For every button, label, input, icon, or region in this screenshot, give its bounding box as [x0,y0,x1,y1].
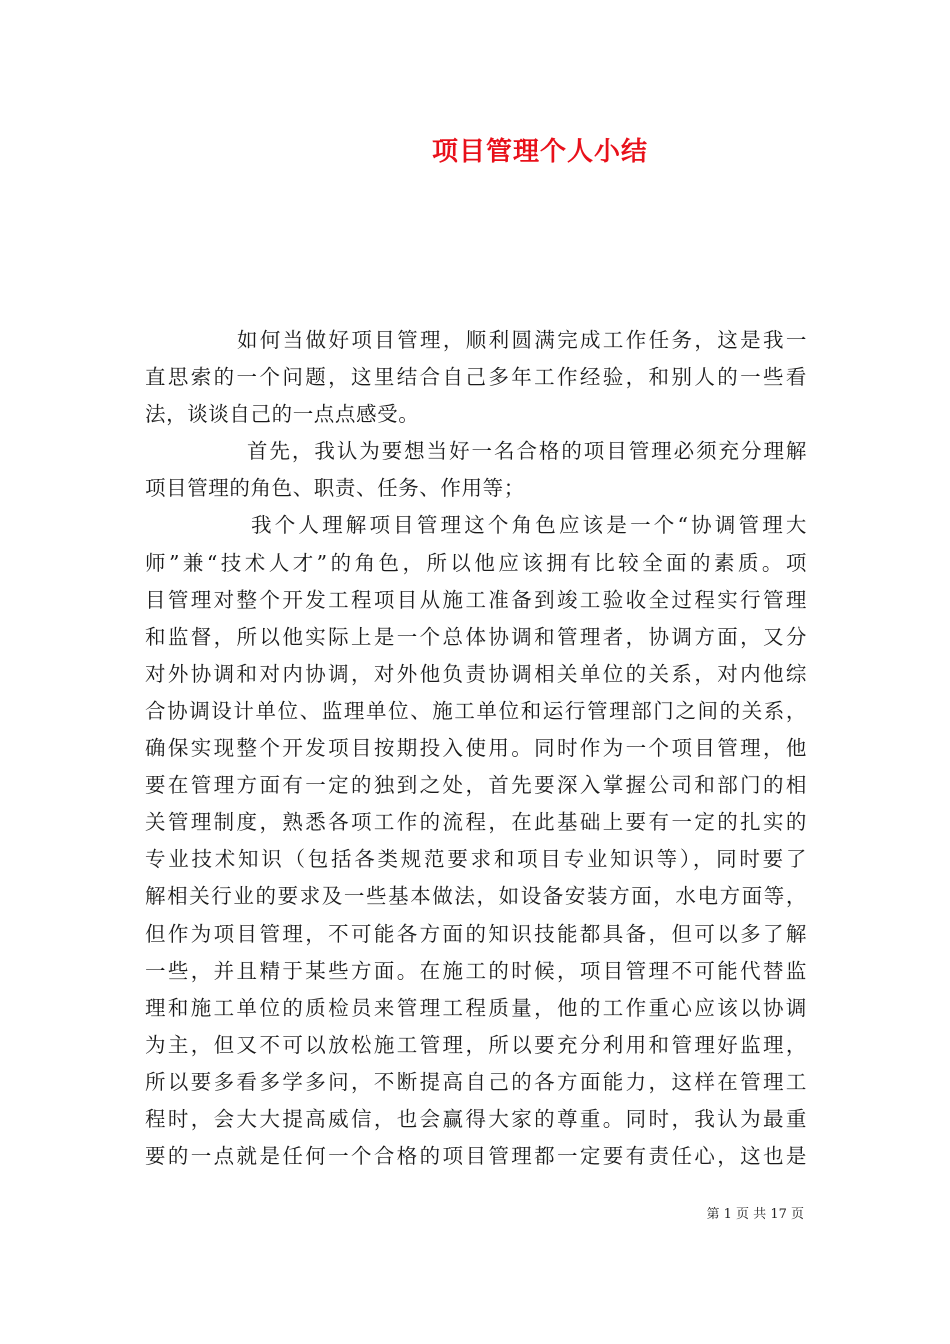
text-line: 和监督，所以他实际上是一个总体协调和管理者，协调方面，又分 [145,624,807,649]
text-line: 首先，我认为要想当好一名合格的项目管理必须充分理解 [247,439,807,464]
text-line: 目管理对整个开发工程项目从施工准备到竣工验收全过程实行管理 [145,587,807,612]
text-line: 所以要多看多学多问，不断提高自己的各方面能力，这样在管理工 [145,1069,807,1094]
text-line: 解相关行业的要求及一些基本做法，如设备安装方面，水电方面等， [145,884,807,909]
text-line: 对外协调和对内协调，对外他负责协调相关单位的关系，对内他综 [145,661,807,686]
document-body [145,322,807,1175]
text-line: 一些，并且精于某些方面。在施工的时候，项目管理不可能代替监 [145,958,807,983]
text-line: 我个人理解项目管理这个角色应该是一个“协调管理大 [251,513,807,538]
text-line: 为主，但又不可以放松施工管理，所以要充分利用和管理好监理， [145,1032,807,1057]
text-line: 法，谈谈自己的一点点感受。 [145,402,420,427]
text-line: 如何当做好项目管理，顺利圆满完成工作任务，这是我一 [237,328,807,352]
text-line: 项目管理的角色、职责、任务、作用等； [145,476,525,501]
text-line: 要的一点就是任何一个合格的项目管理都一定要有责任心，这也是 [145,1144,807,1169]
text-line: 关管理制度，熟悉各项工作的流程，在此基础上要有一定的扎实的 [145,810,807,835]
text-line: 合协调设计单位、监理单位、施工单位和运行管理部门之间的关系， [145,698,807,723]
text-line: 理和施工单位的质检员来管理工程质量，他的工作重心应该以协调 [145,995,807,1020]
page-footer: 第 1 页 共 17 页 [706,1207,804,1222]
text-line: 要在管理方面有一定的独到之处，首先要深入掌握公司和部门的相 [145,773,807,798]
text-line: 确保实现整个开发项目按期投入使用。同时作为一个项目管理，他 [145,736,807,761]
text-line: 师”兼“技术人才”的角色，所以他应该拥有比较全面的素质。项 [145,550,807,575]
text-line: 但作为项目管理，不可能各方面的知识技能都具备，但可以多了解 [145,921,807,946]
text-line: 直思索的一个问题，这里结合自己多年工作经验，和别人的一些看 [145,365,807,390]
document-title: 项目管理个人小结 [431,137,648,167]
text-line: 程时，会大大提高威信，也会赢得大家的尊重。同时，我认为最重 [145,1106,807,1131]
text-line: 专业技术知识（包括各类规范要求和项目专业知识等），同时要了 [145,847,807,872]
